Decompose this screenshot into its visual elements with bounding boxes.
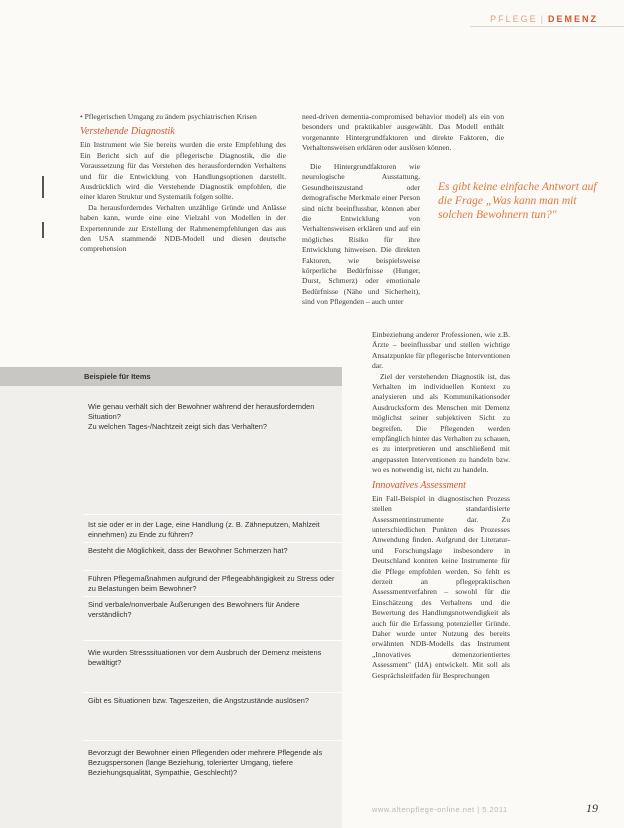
row-divider [84, 740, 342, 741]
row-divider [84, 542, 342, 543]
row-divider [84, 570, 342, 571]
paragraph: Die Hintergrundfaktoren wie neurologische Ausstattung, Gesundheitszustand oder demografische Merkmale einer Person sind nicht beeinflussbar, können aber die Entwicklung von Verhaltensweisen erklären und auf ein mögliches Risiko für ihre Entwicklung hinweisen. Die direkten Faktoren, wie beispielsweise körperliche Bedürfnisse (Hunger, Durst, Schmerz) oder emotionale Bedürfnisse (Nähe und Sicherheit), sind von Pflegenden – auch unter [302, 162, 420, 307]
section-header [490, 14, 598, 24]
footer-url: www.altenpflege-online.net | 5.2011 [372, 805, 508, 814]
paragraph: Ein Fall-Beispiel in diagnostischen Prozess stellen standardisierte Assessmentinstrumente dar. Zu unterschiedlichen Punkten des Prozesses Anwendung finden. Aufgrund der Literatur- und Forschungslage insbesondere in Deutschland konnten keine Instrumente für die Pflege empfohlen werden. So fehlt es derzeit an pflegepraktischen Assessmentverfahren – sowohl für die Einschätzung des Verhaltens und die Bewertung des Handlungsnotwendigkeit als auch für die Erfassung potenzieller Gründe. Daher wurde unter Nutzung des bereits erwähnten NDB-Modells das Instrument „Innovatives demenzorientiertes Assessment" (IdA) entwickelt. Mit soll als Gesprächsleitfaden für Besprechungen [372, 493, 510, 680]
header-separator: | [540, 14, 545, 24]
margin-mark [42, 222, 44, 238]
examples-box-title: Beispiele für Items [84, 372, 151, 381]
page-number: 19 [586, 801, 598, 815]
bullet-text: Pflegerischen Umgang zu ändern psychiatrischen Krisen [84, 112, 257, 121]
paragraph: Ein Instrument wie Sie bereits wurden die erste Empfehlung des Ein Bericht sich auf die pflegerische Diagnostik, die die Voraussetzung für das Verstehen des herausfordernden Verhaltens und für die Entwicklung von Handlungsoptionen darstellt. Ausdrücklich wird die Verstehende Diagnostik empfohlen, die einer klaren Struktur und Systematik folgen sollte. [80, 140, 286, 202]
box-item: Ist sie oder er in der Lage, eine Handlung (z. B. Zähneputzen, Mahlzeit einnehmen) zu Ende zu führen? [88, 520, 320, 539]
row-divider [84, 640, 342, 641]
header-rule [470, 26, 624, 27]
examples-box [0, 386, 342, 828]
paragraph: Da herausforderndes Verhalten unzählige Gründe und Anlässe haben kann, wurde eine eine Vielzahl von Modellen in der Expertenrunde zur Erstellung der Rahmenempfehlungen das aus den USA stammende NDB-Modell und diesen deutsche comprehension [80, 202, 286, 254]
row-divider [84, 692, 342, 693]
box-item: Führen Pflegemaßnahmen aufgrund der Pflegeabhängigkeit zu Stress oder zu Belastungen beim Bewohner? [88, 574, 335, 593]
paragraph: Einbeziehung anderer Professionen, wie z.B. Ärzte – beeinflussbar und stellen wichtige Ansatzpunkte für pflegerische Interventionen dar. [372, 330, 510, 371]
bullet-item: • Pflegerischen Umgang zu ändern psychiatrischen Krisen [80, 112, 257, 121]
right-column [372, 330, 510, 681]
examples-box-header [0, 367, 342, 386]
pull-quote: Es gibt keine einfache Antwort auf die Frage „Was kann man mit solchen Bewohnern tun?" [438, 181, 597, 221]
header-title: DEMENZ [548, 14, 598, 24]
middle-column-top [302, 112, 504, 154]
box-item: Wie genau verhält sich der Bewohner während der herausfordernden Situation? Zu welchen Tages-/Nachtzeit zeigt sich das Verhalten? [88, 402, 315, 431]
row-divider [84, 514, 342, 515]
row-divider [84, 596, 342, 597]
header-category: PFLEGE [490, 14, 538, 24]
paragraph: Ziel der verstehenden Diagnostik ist, das Verhalten im individuellen Kontext zu analysieren und als Kommunikationsoder Ausdrucksform des Menschen mit Demenz möglichst seiner subjektiven Sicht zu begreifen. Die Pflegenden werden empfänglich hinter das Verhalten zu schauen, es zu interpretieren und anschließend mit angepassten Interventionen zu handeln bzw. wo es notwendig ist, nicht zu handeln. [372, 371, 510, 475]
box-item: Besteht die Möglichkeit, dass der Bewohner Schmerzen hat? [88, 546, 288, 555]
box-item: Bevorzugt der Bewohner einen Pflegenden oder mehrere Pflegende als Bezugspersonen (lange Beziehung, tolerierter Umgang, tiefere Beziehungsqualität, Sympathie, Geschlecht)? [88, 748, 323, 777]
box-item: Sind verbale/nonverbale Äußerungen des Bewohners für Andere verständlich? [88, 600, 300, 619]
subheading-assessment: Innovatives Assessment [372, 479, 466, 491]
subheading-diagnostik: Verstehende Diagnostik [80, 126, 175, 138]
box-item: Gibt es Situationen bzw. Tageszeiten, die Angstzustände auslösen? [88, 696, 309, 705]
margin-mark [42, 176, 44, 198]
left-column [80, 112, 286, 255]
middle-column-narrow [302, 162, 420, 308]
box-item: Wie wurden Stresssituationen vor dem Ausbruch der Demenz meistens bewältigt? [88, 648, 322, 667]
paragraph: need-driven dementia-compromised behavior model) als ein von besonders und praktikabler ausgewählt. Das Modell enthält vorgenannte Hintergrundfaktoren und direkte Faktoren, die Verhaltensweisen erklären oder auslösen können. [302, 112, 504, 153]
